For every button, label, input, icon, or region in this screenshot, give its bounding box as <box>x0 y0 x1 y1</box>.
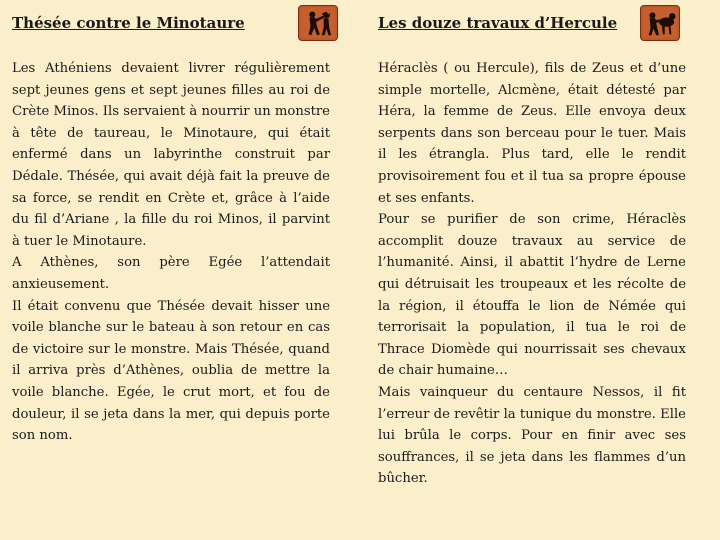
left-header <box>12 0 330 46</box>
right-title: Les douze travaux d’Hercule <box>378 14 618 32</box>
paragraph: Il était convenu que Thésée devait hisser une voile blanche sur le bateau à son retour en cas de victoire sur le monstre. Mais Thésée, quand il arriva près d’Athènes, oublia de mettre la voile blanche. Egée, le crut mort, et fou de douleur, il se jeta dans la mer, qui depuis porte son nom. <box>12 298 330 444</box>
right-text <box>378 58 686 490</box>
minotaur-vase-icon <box>298 5 338 41</box>
paragraph: A Athènes, son père Egée l’attendait anxieusement. <box>12 255 330 292</box>
left-title: Thésée contre le Minotaure <box>12 14 245 32</box>
paragraph: Pour se purifier de son crime, Héraclès accomplit douze travaux au service de l’humanité. Ainsi, il abattit l’hydre de Lerne qui détruisait les troupeaux et les récolte de la région, il étouffa le lion de Némée qui terrorisait la population, il tua le roi de Thrace Diomède qui nourrissait ses chevaux de chair humaine… <box>378 212 686 379</box>
hercules-vase-icon <box>640 5 680 41</box>
paragraph: Mais vainqueur du centaure Nessos, il fit l’erreur de revêtir la tunique du monstre. Elle lui brûla le corps. Pour en finir avec ses souffrances, il se jeta dans les flammes d’un bûcher. <box>378 384 686 487</box>
right-header <box>378 0 686 46</box>
paragraph: Héraclès ( ou Hercule), fils de Zeus et d’une simple mortelle, Alcmène, était détesté par Héra, la femme de Zeus. Elle envoya deux serpents dans son berceau pour le tuer. Mais il les étrangla. Plus tard, elle le rendit provisoirement fou et il tua sa propre épouse et ses enfants. <box>378 61 686 206</box>
left-column <box>12 0 330 540</box>
paragraph: Les Athéniens devaient livrer régulièrement sept jeunes gens et sept jeunes filles au roi de Crète Minos. Ils servaient à nourrir un monstre à tête de taureau, le Minotaure, qui était enfermé dans un labyrinthe construit par Dédale. Thésée, qui avait déjà fait la preuve de sa force, se rendit en Crète et, grâce à l’aide du fil d’Ariane , la fille du roi Minos, il parvint à tuer le Minotaure. <box>12 61 330 249</box>
left-text <box>12 58 330 447</box>
right-column <box>378 0 686 540</box>
